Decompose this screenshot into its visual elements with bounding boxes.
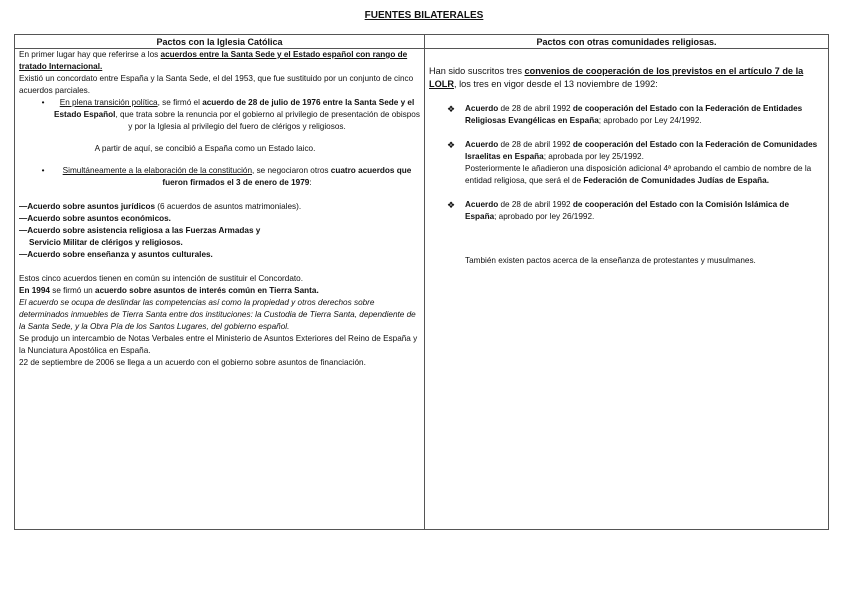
item-text <box>465 139 822 187</box>
text-bold: de cooperación del Estado con la Federación de Entidades Religiosas Evangélicas en España <box>465 104 803 125</box>
diamond-bullet-icon: ❖ <box>447 200 456 210</box>
paragraph-ensenanza: También existen pactos acerca de la enseñanza de protestantes y musulmanes. <box>465 256 756 265</box>
text: : <box>309 178 312 187</box>
text: (6 acuerdos de asuntos matrimoniales). <box>155 202 302 211</box>
text: En primer lugar hay que referirse a los <box>19 50 161 59</box>
acuerdo-juridicos <box>19 201 421 213</box>
text-bold: de cooperación del Estado con la Comisión Islámica de España <box>465 200 789 221</box>
text: de 28 de abril 1992 <box>498 140 573 149</box>
text: , que trata sobre la renuncia por el gobierno al privilegio de presentación de obispos y por la Iglesia al privilegio del fuero de clérigos y religiosos. <box>115 110 420 131</box>
bullet-text <box>53 165 421 189</box>
text: ; aprobado por Ley 24/1992. <box>598 116 702 125</box>
bullet-dot-icon: • <box>41 166 45 175</box>
acuerdo-ensenanza: —Acuerdo sobre enseñanza y asuntos culturales. <box>19 250 213 259</box>
text-bold-underline: convenios de cooperación de los previstos en el artículo 7 de la LOLR <box>429 66 804 89</box>
bullet-text <box>53 97 421 133</box>
text-bold: acuerdo sobre asuntos de interés común en Tierra Santa. <box>95 286 319 295</box>
header-catholic-church: Pactos con la Iglesia Católica <box>156 37 283 47</box>
paragraph-notas-verbales: Se produjo un intercambio de Notas Verbales entre el Ministerio de Asuntos Exteriores del Reino de España y la Nunciatura Apostólica en España. <box>19 334 418 355</box>
text-bold: de cooperación del Estado con la Federación de Comunidades Israelitas en España <box>465 140 818 161</box>
text-bold: —Acuerdo sobre asuntos jurídicos <box>19 202 156 211</box>
acuerdo-asistencia-cont: Servicio Militar de clérigos y religiosos. <box>29 238 183 247</box>
paragraph-2006: 22 de septiembre de 2006 se llega a un acuerdo con el gobierno sobre asuntos de financiación. <box>19 358 366 367</box>
text-bold: acuerdo de 28 de julio de 1976 entre la Santa Sede y el Estado Español <box>54 98 415 119</box>
diamond-bullet-icon: ❖ <box>447 104 456 114</box>
text-bold-underline: acuerdos entre la Santa Sede y el Estado español con rango de tratado Internacional. <box>19 50 408 71</box>
item-text <box>465 103 822 127</box>
text-underline: En plena transición política <box>59 98 158 107</box>
page-title: FUENTES BILATERALES <box>364 10 484 21</box>
text: de 28 de abril 1992 <box>498 104 573 113</box>
text: , se firmó el <box>157 98 203 107</box>
paragraph-santa-sede <box>19 49 421 73</box>
bullet-1979 <box>33 165 421 189</box>
text-bold: Acuerdo <box>465 104 499 113</box>
text: ; aprobada por ley 25/1992. <box>543 152 644 161</box>
text: ; aprobado por ley 26/1992. <box>494 212 595 221</box>
header-other-communities: Pactos con otras comunidades religiosas. <box>536 37 717 47</box>
diamond-bullet-icon: ❖ <box>447 140 456 150</box>
text-bold: cuatro acuerdos que fueron firmados el 3 de enero de 1979 <box>162 166 412 187</box>
text: , los tres en vigor desde el 13 noviembre de 1992: <box>454 79 658 89</box>
acuerdo-economicos: —Acuerdo sobre asuntos económicos. <box>19 214 171 223</box>
text-underline: Simultáneamente a la elaboración de la constitución <box>62 166 253 175</box>
catholic-column <box>19 49 421 529</box>
text: Posteriormente le añadieron una disposición adicional 4ª aprobando el cambio de nombre de la entidad religiosa, que será el de <box>465 164 812 185</box>
paragraph-concordato-sustituir: Estos cinco acuerdos tienen en común su intención de sustituir el Concordato. <box>19 274 303 283</box>
text: de 28 de abril 1992 <box>498 200 573 209</box>
acuerdo-evangelicas <box>447 103 822 127</box>
paragraph-tierra-santa: El acuerdo se ocupa de deslindar las competencias así como la propiedad y otros derechos sobre determinados inmuebles de Tierra Santa entre dos instituciones: la Custodia de Tierra Santa, dependiente de la Santa Sede, y la Obra Pía de los Santos Lugares, del gobierno español. <box>19 298 416 331</box>
paragraph-estado-laico: A partir de aquí, se concibió a España como un Estado laico. <box>94 144 316 153</box>
paragraph-1994 <box>19 285 421 297</box>
item-text <box>465 199 822 223</box>
column-divider <box>424 35 425 529</box>
text-bold: Federación de Comunidades Judías de España. <box>583 176 769 185</box>
bullet-dot-icon: • <box>41 98 45 107</box>
paragraph-convenios <box>429 65 822 91</box>
text: Han sido suscritos tres <box>429 66 525 76</box>
bullet-1976 <box>33 97 421 133</box>
acuerdo-israelitas <box>447 139 822 187</box>
text-bold: Acuerdo <box>465 140 499 149</box>
other-communities-column <box>429 49 822 529</box>
text: , se negociaron otros <box>252 166 331 175</box>
paragraph-concordato: Existió un concordato entre España y la Santa Sede, el del 1953, que fue sustituido por un conjunto de cinco acuerdos parciales. <box>19 74 414 95</box>
text-bold: En 1994 <box>19 286 50 295</box>
acuerdo-islamica <box>447 199 822 223</box>
acuerdo-asistencia: —Acuerdo sobre asistencia religiosa a las Fuerzas Armadas y <box>19 226 261 235</box>
comparison-table <box>14 34 829 530</box>
text-bold: Acuerdo <box>465 200 499 209</box>
text: se firmó un <box>49 286 96 295</box>
